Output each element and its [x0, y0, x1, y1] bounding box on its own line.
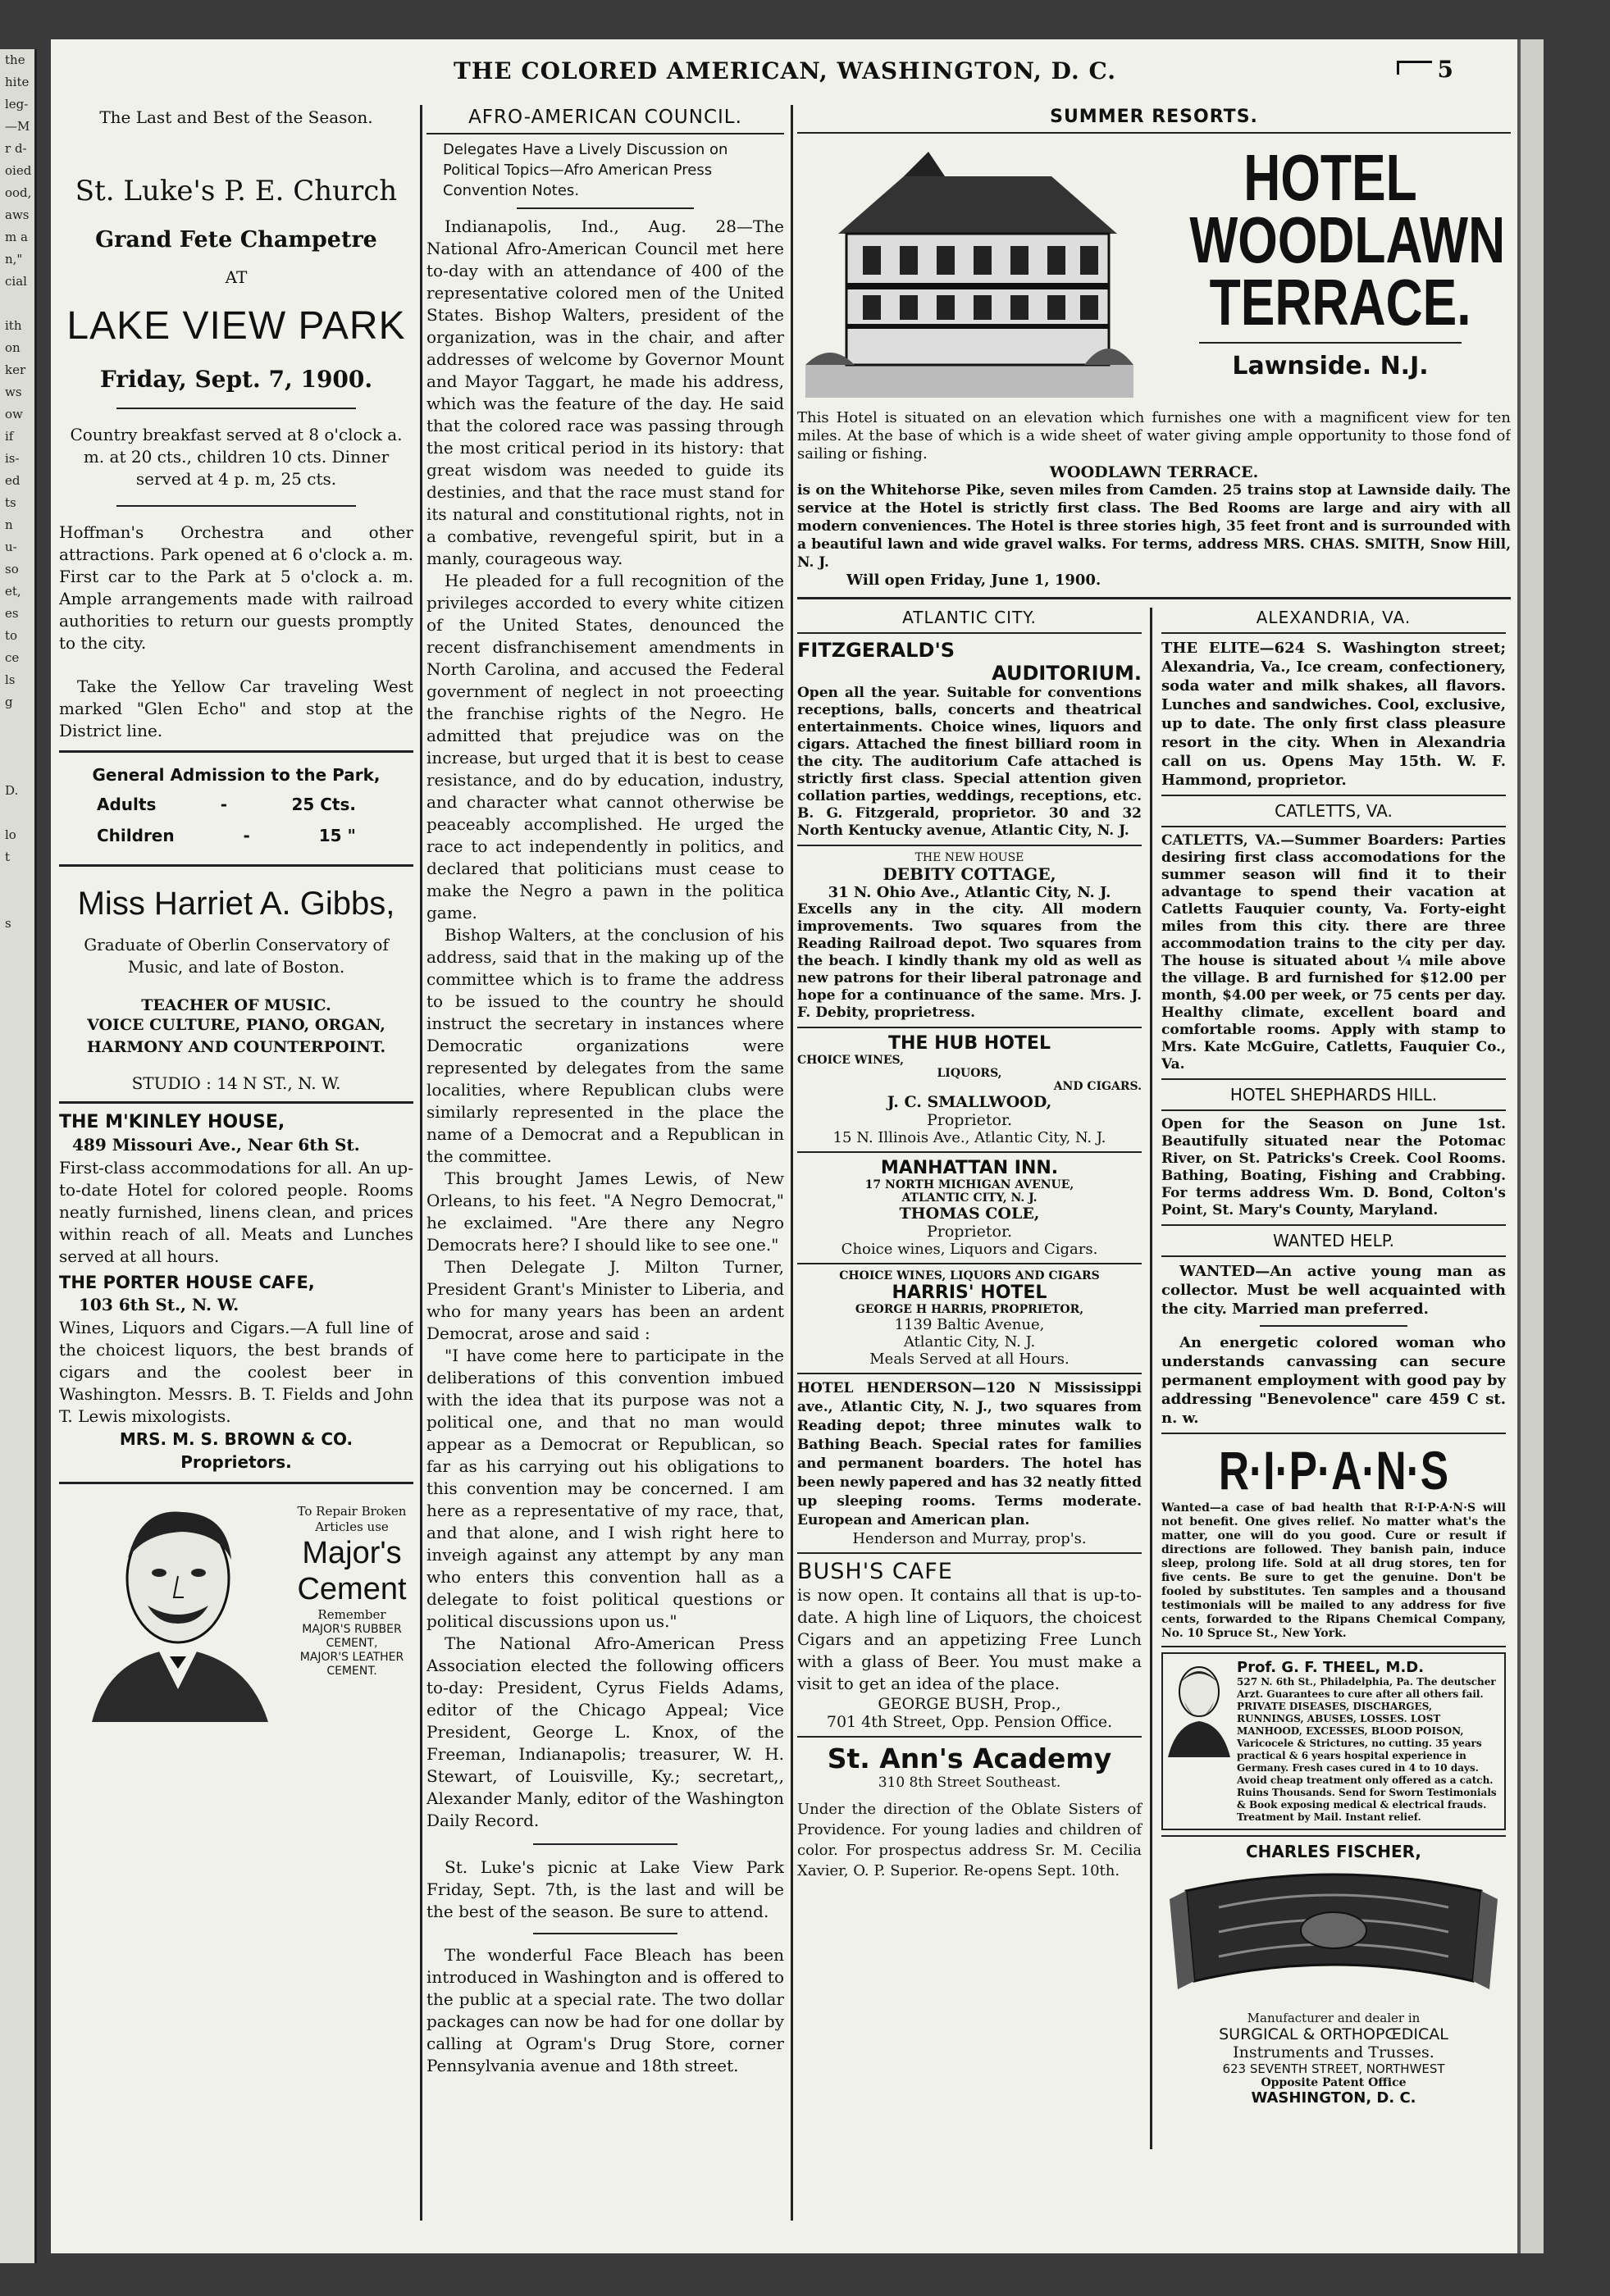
column-1: [59, 107, 413, 2221]
woodlawn-sub: WOODLAWN TERRACE.: [1049, 463, 1259, 481]
bush-name: BUSH'S CAFE: [797, 1559, 953, 1584]
debity-pre: THE NEW HOUSE: [914, 851, 1024, 864]
council-subhead: Delegates Have a Lively Discussion on Political Topics—Afro American Press Convention Notes.: [443, 141, 728, 199]
harris-proprietor: GEORGE H HARRIS, PROPRIETOR,: [855, 1303, 1084, 1316]
council-paragraph: Bishop Walters, at the conclusion of his address, said that in the making up of the committee which is to frame the address to be issued to the country he should instruct the secretary in instances where Democratic organizations were represented by delegates from the same localities, where Republican clubs were similarly represented in the place the name of a Democrat and a Republican in the committee.: [426, 925, 784, 1166]
column-rule: [420, 105, 422, 2221]
previous-page-fragment: et,: [5, 584, 21, 599]
newspaper-page: [51, 39, 1544, 2253]
woodlawn-name1: HOTEL: [1243, 141, 1417, 214]
fischer-city: WASHINGTON, D. C.: [1251, 2089, 1416, 2107]
previous-page-fragment: es: [5, 606, 19, 621]
column-2: [426, 107, 784, 2221]
admission-row: Adults - 25 Cts.: [59, 789, 413, 820]
previous-page-fragment: the: [5, 52, 25, 67]
gibbs-subjects: VOICE CULTURE, PIANO, ORGAN, HARMONY AND COUNTERPOINT.: [86, 1016, 386, 1056]
doctor-portrait-icon: [1168, 1659, 1230, 1757]
majors-rubber: MAJOR'S RUBBER CEMENT,: [302, 1623, 402, 1650]
hub-line: AND CIGARS.: [1053, 1080, 1142, 1093]
manhattan-address: ATLANTIC CITY, N. J.: [901, 1191, 1038, 1205]
previous-page-fragment: r d-: [5, 141, 27, 156]
wanted-canvasser: An energetic colored woman who understands canvassing can secure permanent employment with good pay by addressing "Benevolence" care 459 C st. n. w.: [1161, 1334, 1506, 1427]
admission-price: 15 ": [318, 826, 356, 845]
council-paragraph: This brought James Lewis, of New Orleans, to his feet. "A Negro Democrat," he exclaimed. "Are there any Negro Democrats here? I should like to see one.": [426, 1168, 784, 1255]
previous-page-fragment: [0, 713, 34, 736]
council-paragraph: Then Delegate J. Milton Turner, President Grant's Minister to Liberia, and who for many years has been an ardent Democrat, arose and said :: [426, 1257, 784, 1343]
majors-name1: Major's: [302, 1536, 402, 1570]
mckinley-address: 489 Missouri Ave., Near 6th St.: [72, 1135, 360, 1155]
truss-belt-icon: [1170, 1866, 1498, 2006]
previous-page-fragment: ood,: [5, 185, 32, 200]
classified-area: [797, 608, 1511, 2149]
fischer-name: CHARLES FISCHER,: [1245, 1842, 1422, 1861]
woodlawn-ad: [797, 139, 1511, 409]
stlukes-at: AT: [225, 267, 248, 287]
hotel-building-icon: [805, 144, 1133, 398]
theel-text: 527 N. 6th St., Philadelphia, Pa. The deutscher Arzt. Guarantees to cure after all others fail. PRIVATE DISEASES, DISCHARGES, RUNNINGS, ABUSES, LOSSES. LOST MANHOOD, EXCESSES, BLOOD POISON, Varicocele & Strictures, no cutting. 35 years practical & 6 years hospital experience in Germany. Fresh cases cured in 4 to 10 days. Avoid cheap treatment only offered as a catch. Ruins Thousands. Send for Sworn Testimonials & Book exposing medical & electrical frauds. Treatment by Mail. Instant relief.: [1237, 1676, 1497, 1823]
fischer-opposite: Opposite Patent Office: [1261, 2076, 1407, 2089]
stlukes-church: St. Luke's P. E. Church: [75, 175, 398, 207]
previous-page-fragment: [0, 293, 34, 315]
catletts-text: CATLETTS, VA.—Summer Boarders: Parties desiring first class accomodations for the summer season will find it to their advantage to spend their vacation at Catletts Fauquier county, Va. Forty-eight miles from this city. there are three accommodation trains to the city per day. The house is situated about ¼ mile above the village. B ard furnished for $12.00 per month, $4.00 per week, or 75 cents per day. Healthy climate, excellent board and comfortable rooms. Apply with stamp to Mrs. Kate McGuire, Catletts, Fauquier Co., Va.: [1161, 832, 1506, 1073]
woodlawn-details: is on the Whitehorse Pike, seven miles from Camden. 25 trains stop at Lawnside daily. The service at the Hotel is strictly first class. The Bed Rooms are large and airy with all modern conveniences. The Hotel is three stories high, 35 feet front and is surrounded with a beautiful lawn and wide gravel walks. For terms, address MRS. CHAS. SMITH, Snow Hill, N. J.: [797, 482, 1511, 571]
previous-page-fragment: t: [5, 850, 11, 864]
mckinley-text: First-class accommodations for all. An up-to-date Hotel for colored people. Rooms neatly furnished, linens clean, and prices within reach of all. Meats and Lunches served at all hours.: [59, 1158, 413, 1266]
debity-name: DEBITY COTTAGE,: [883, 864, 1056, 884]
majors-remember: Remember: [317, 1607, 386, 1622]
hub-line: LIQUORS,: [937, 1067, 1002, 1080]
page-header: [51, 57, 1519, 98]
manhattan-name: MANHATTAN INN.: [880, 1158, 1059, 1178]
manhattan-text: Choice wines, Liquors and Cigars.: [841, 1241, 1098, 1258]
council-paragraph: "I have come here to participate in the deliberations of this convention imbued with the idea that its purpose was not a political one, and that no man would appear as a Democrat or Republican, so far as his carrying out his obligations to this convention may be concerned. I am here as a representative of my race, that, and that alone, and I wish right here to inveigh against any attempt by any man who enters this convention hall as a delegate to foist political questions or political discussions upon us.": [426, 1346, 784, 1631]
bush-text: is now open. It contains all that is up-to-date. A high line of Liquors, the choicest Cigars and an appetizing Free Lunch with a glass of Beer. You must make a visit to get an idea of the place.: [797, 1585, 1142, 1693]
previous-page-fragment: D.: [5, 783, 19, 798]
harris-pre: CHOICE WINES, LIQUORS AND CIGARS: [839, 1269, 1100, 1282]
bush-proprietor: GEORGE BUSH, Prop.,: [878, 1695, 1061, 1713]
previous-page-fragment: hite: [5, 75, 30, 89]
previous-page-fragment: if: [5, 429, 14, 444]
previous-page-fragment: leg-: [5, 97, 29, 112]
hub-proprietor-sub: Proprietor.: [927, 1111, 1012, 1129]
hub-proprietor: J. C. SMALLWOOD,: [887, 1093, 1052, 1111]
hub-name: THE HUB HOTEL: [888, 1033, 1051, 1054]
previous-page-fragment: n: [5, 517, 13, 532]
mckinley-title: THE M'KINLEY HOUSE,: [59, 1112, 285, 1132]
wanted-heading: WANTED HELP.: [1272, 1231, 1395, 1250]
manhattan-proprietor: THOMAS COLE,: [899, 1205, 1040, 1223]
porter-proprietor: MRS. M. S. BROWN & CO.: [119, 1429, 353, 1449]
stlukes-orchestra: Hoffman's Orchestra and other attractions. Park opened at 6 o'clock a. m. First car to the Park at 5 o'clock a. m. Ample arrangements made with railroad authorities to return our guests promptly to the city.: [59, 522, 413, 653]
previous-page-fragment: [0, 868, 34, 891]
porter-title: THE PORTER HOUSE CAFE,: [59, 1273, 315, 1292]
previous-page-fragment: —M: [5, 119, 30, 134]
fischer-line1: SURGICAL & ORTHOPŒDICAL: [1219, 2025, 1448, 2043]
majors-lead: To Repair Broken Articles use: [297, 1504, 407, 1534]
ripans-text: Wanted—a case of bad health that R·I·P·A·N·S will not benefit. One gives relief. No matter what's the matter, one will do you good. Cure or result if directions are followed. They banish pain, induce sleep, prolong life. Sold at all drug stores, ten for five cents. Be sure to get the genuine. Don't be fooled by substitutes. Ten samples and a thousand testimonials will be mailed to any address for five cents, forwarded to the Ripans Chemical Company, No. 10 Spruce St., New York.: [1161, 1501, 1506, 1640]
fitzgerald-sub: AUDITORIUM.: [992, 662, 1142, 685]
council-paragraph: He pleaded for a full recognition of the privileges accorded to every white citizen of the United States, denounced the recent disfranchisement amendments in North Carolina, and accused the Federal government of neglect in not proeecting the franchise rights of the Negro. He admitted that prejudice was on the increase, but urged that it is best to cease resistance, and do by education, industry, and character what cannot otherwise be peaceably accomplished. He urged the race to act independently in politics, and declared that politicians must cease to make the Negro a pawn in the politica game.: [426, 571, 784, 922]
previous-page-fragment: s: [5, 916, 11, 931]
previous-page-fragment: ker: [5, 362, 26, 377]
masthead: THE COLORED AMERICAN, WASHINGTON, D. C.: [453, 57, 1116, 84]
gibbs-studio: STUDIO : 14 N ST., N. W.: [131, 1073, 341, 1093]
majors-ad: [59, 1492, 413, 1730]
gibbs-role: TEACHER OF MUSIC.: [141, 996, 331, 1014]
admission-title: General Admission to the Park,: [92, 765, 381, 785]
theel-ad: [1161, 1652, 1506, 1830]
wanted-collector: WANTED—An active young man as collector. Must be well acquainted with the city. Married man preferred.: [1161, 1263, 1506, 1318]
admission-label: Children: [97, 826, 175, 845]
column-rule: [791, 105, 793, 2221]
manhattan-address: 17 NORTH MICHIGAN AVENUE,: [864, 1178, 1074, 1191]
woodlawn-name3: TERRACE.: [1209, 266, 1471, 339]
previous-page-fragment: ce: [5, 650, 20, 665]
atlantic-heading: ATLANTIC CITY.: [902, 608, 1037, 627]
stlukes-park: LAKE VIEW PARK: [66, 304, 406, 348]
shephards-text: Open for the Season on June 1st. Beautifully situated near the Potomac River, on St. Patricks's Creek. Cool Rooms. Bathing, Boating, Fishing and Crabbing. For terms address Wm. D. Bond, Colton's Point, St. Mary's County, Maryland.: [1161, 1116, 1506, 1219]
admission-label: Adults: [97, 795, 157, 814]
harris-address: Atlantic City, N. J.: [903, 1333, 1036, 1351]
council-paragraph: Indianapolis, Ind., Aug. 28—The National Afro-American Council met here to-day with an attendance of 400 of the representative colored men of the United States. Bishop Walters, president of the organization, was in the chair, and after addresses of welcome by Governor Mount and Mayor Taggart, he made his address, which was the feature of the day. He said that the colored race was passing through the most critical period in its history: that great wisdom was needed to guide its destinies, and that the race must stand for its natural and constitutional rights, not in a combative, revengeful spirit, but in a manly, courageous way.: [426, 216, 784, 568]
council-heading: AFRO-AMERICAN COUNCIL.: [468, 107, 742, 128]
porter-address: 103 6th St., N. W.: [79, 1295, 239, 1314]
woodlawn-desc: This Hotel is situated on an elevation which furnishes one with a magnificent view for ten miles. At the base of which is a wide sheet of water giving ample opportunity to those fond of sailing or fishing.: [797, 409, 1511, 462]
manhattan-proprietor-sub: Proprietor.: [927, 1223, 1012, 1241]
previous-page-fragment: ws: [5, 385, 22, 399]
previous-page-fragment: cial: [5, 274, 27, 289]
picnic-notice: St. Luke's picnic at Lake View Park Friday, Sept. 7th, is the last and will be the best of the season. Be sure to attend.: [426, 1857, 784, 1921]
previous-page-fragment: ow: [5, 407, 23, 421]
majors-name2: Cement: [297, 1572, 407, 1606]
admission-price: 25 Cts.: [291, 795, 356, 814]
previous-page-fragment: m a: [5, 230, 28, 244]
shephards-heading: HOTEL SHEPHARDS HILL.: [1229, 1085, 1438, 1105]
council-paragraph: The National Afro-American Press Association elected the following officers to-day: President, Cyrus Fields Adams, editor of the Chicago Appeal; Vice President, George L. Knox, of the Freeman, Indianapolis; treasurer, W. H. Stewart, of Louisville, Ky.; secretart,, Alexander Manly, editor of the Washington Daily Record.: [426, 1633, 784, 1830]
gibbs-bio: Graduate of Oberlin Conservatory of Music, and late of Boston.: [84, 935, 389, 977]
previous-page-fragment: g: [5, 695, 13, 709]
previous-page-fragment: ith: [5, 318, 22, 333]
previous-page-fragment: n,": [5, 252, 23, 266]
page-binding-edge: [1517, 39, 1544, 2253]
debity-text: Excells any in the city. All modern improvements. Two squares from the Reading Railroad depot. Two squares from the beach. I kindly thank my old as well as new patrons for their liberal patronage and hope for a continuance of the same. Mrs. J. F. Debity, proprietress.: [797, 901, 1142, 1021]
harris-meals: Meals Served at all Hours.: [869, 1351, 1070, 1368]
hub-address: 15 N. Illinois Ave., Atlantic City, N. J.: [832, 1129, 1106, 1146]
stlukes-event: Grand Fete Champetre: [95, 227, 377, 253]
st-anns-name: St. Ann's Academy: [827, 1742, 1112, 1774]
stlukes-directions: Take the Yellow Car traveling West marked "Glen Echo" and stop at the District line.: [59, 676, 413, 740]
woodlawn-name2: WOODLAWN: [1189, 203, 1506, 276]
stlukes-meals: Country breakfast served at 8 o'clock a. m. at 20 cts., children 10 cts. Dinner served at 4 p. m, 25 cts.: [70, 425, 403, 489]
henderson-proprietor: Henderson and Murray, prop's.: [852, 1530, 1087, 1547]
previous-page-fragment: on: [5, 340, 21, 355]
previous-page-fragment: is-: [5, 451, 20, 466]
fitzgerald-name: FITZGERALD'S: [797, 639, 956, 662]
catletts-heading: CATLETTS, VA.: [1275, 801, 1393, 821]
previous-page-fragment: ed: [5, 473, 21, 488]
previous-page-fragment: u-: [5, 540, 17, 554]
previous-page-edge: [0, 49, 37, 2263]
alexandria-heading: ALEXANDRIA, VA.: [1256, 608, 1412, 627]
admission-row: Children - 15 ": [59, 820, 413, 851]
woodlawn-place: Lawnside. N.J.: [1232, 352, 1429, 380]
man-portrait-icon: [75, 1501, 280, 1722]
fitzgerald-text: Open all the year. Suitable for conventions receptions, balls, concerts and theatrical entertainments. Choice wines, liquors and cigars. Attached the finest billiard room in the city. The auditorium Cafe attached is strictly first class. Special attention given collation parties, weddings, receptions, etc. B. G. Fitzgerald, proprietor. 30 and 32 North Kentucky avenue, Atlantic City, N. J.: [797, 685, 1142, 839]
previous-page-fragment: [0, 802, 34, 824]
gibbs-name: Miss Harriet A. Gibbs,: [77, 886, 395, 922]
previous-page-fragment: ls: [5, 672, 16, 687]
st-anns-text: Under the direction of the Oblate Sisters of Providence. For young ladies and children of color. For prospectus address Sr. M. Cecilia Xavier, O. P. Superior. Re-opens Sept. 10th.: [797, 1801, 1142, 1879]
previous-page-fragment: [0, 736, 34, 758]
porter-proprietor-sub: Proprietors.: [180, 1452, 292, 1472]
fischer-line2: Instruments and Trusses.: [1233, 2043, 1434, 2061]
porter-text: Wines, Liquors and Cigars.—A full line of the choicest liquors, the best brands of cigars and the coolest beer in Washington. Messrs. B. T. Fields and John T. Lewis mixologists.: [59, 1318, 413, 1426]
harris-name: HARRIS' HOTEL: [892, 1282, 1047, 1303]
previous-page-fragment: [0, 758, 34, 780]
page-number: 5: [1437, 56, 1453, 83]
fischer-address: 623 SEVENTH STREET, NORTHWEST: [1222, 2061, 1445, 2076]
hub-line: CHOICE WINES,: [797, 1054, 905, 1067]
bleach-notice: The wonderful Face Bleach has been introduced in Washington and is offered to the public at a special rate. The two dollar packages can now be had for one dollar by calling at Ogram's Drug Store, corner Pennsylvania avenue and 18th street.: [426, 1945, 784, 2075]
woodlawn-open: Will open Friday, June 1, 1900.: [846, 572, 1101, 589]
fischer-sub: Manufacturer and dealer in: [1247, 2011, 1421, 2025]
elite-text: THE ELITE—624 S. Washington street; Alexandria, Va., Ice cream, confectionery, soda water and milk shakes, all flavors. Lunches and sandwiches. Cool, exclusive, up to date. The only first class pleasure resort in the city. When in Alexandria call on us. Opens May 15th. W. F. Hammond, proprietor.: [1161, 640, 1506, 789]
theel-name: Prof. G. F. THEEL, M.D.: [1237, 1659, 1425, 1676]
stlukes-date: Friday, Sept. 7, 1900.: [99, 366, 373, 393]
harris-address: 1139 Baltic Avenue,: [894, 1316, 1045, 1333]
previous-page-fragment: aws: [5, 207, 30, 222]
majors-leather: MAJOR'S LEATHER CEMENT.: [299, 1651, 404, 1678]
previous-page-fragment: oied: [5, 163, 32, 178]
henderson-text: HOTEL HENDERSON—120 N Mississippi ave., Atlantic City, N. J., two squares from Reading depot; three minutes walk to Bathing Beach. Special rates for families and permanent boarders. The hotel has been newly papered and has 32 neatly fitted up sleeping rooms. Terms moderate. European and American plan.: [797, 1380, 1142, 1528]
alexandria-column: [1161, 608, 1506, 2107]
previous-page-fragment: so: [5, 562, 19, 576]
bush-address: 701 4th Street, Opp. Pension Office.: [826, 1713, 1113, 1731]
column-rule: [1150, 608, 1152, 2149]
stlukes-intro: The Last and Best of the Season.: [99, 107, 373, 127]
column-3: [797, 107, 1511, 2221]
previous-page-fragment: [0, 891, 34, 913]
previous-page-fragment: to: [5, 628, 18, 643]
atlantic-city-column: [797, 608, 1142, 1881]
st-anns-address: 310 8th Street Southeast.: [878, 1774, 1061, 1791]
previous-page-fragment: ts: [5, 495, 16, 510]
summer-resorts-heading: SUMMER RESORTS.: [1050, 107, 1258, 127]
debity-address: 31 N. Ohio Ave., Atlantic City, N. J.: [828, 884, 1111, 901]
previous-page-fragment: lo: [5, 827, 16, 842]
ripans-name: R·I·P·A·N·S: [1218, 1440, 1449, 1501]
